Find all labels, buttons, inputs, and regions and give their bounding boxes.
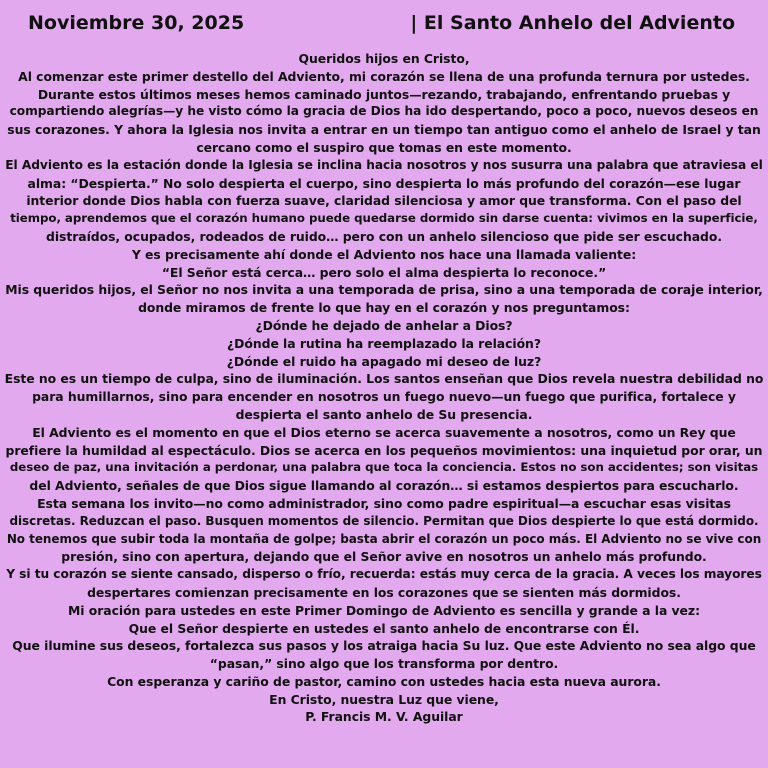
letter-line: cercano como el suspiro que tomas en este momento. xyxy=(196,139,572,155)
letter-line: despertares comienzan precisamente en los corazones que se sienten más dormidos. xyxy=(87,584,681,600)
letter-body xyxy=(4,50,764,726)
letter-line: No tenemos que subir toda la montaña de golpe; basta abrir el corazón un poco más. El Adviento no se vive con xyxy=(6,531,762,546)
letter-line: El Adviento es la estación donde la Iglesia se inclina hacia nosotros y nos susurra una palabra que atraviesa el xyxy=(5,157,763,172)
letter-line: compartiendo alegrías—y he visto cómo la gracia de Dios ha ido despertando, poco a poco, nuevos deseos en xyxy=(9,104,759,119)
letter-line: Durante estos últimos meses hemos caminado juntos—rezando, trabajando, enfrentando pruebas y xyxy=(37,86,731,102)
letter-line: Y es precisamente ahí donde el Adviento nos hace una llamada valiente: xyxy=(131,246,637,262)
letter-line: deseo de paz, una invitación a perdonar, una palabra que toca la conciencia. Estos no son accidentes; son visitas xyxy=(9,460,759,475)
letter-line: ¿Dónde el ruido ha apagado mi deseo de luz? xyxy=(226,353,542,369)
letter-line: prefiere la humildad al espectáculo. Dios se acerca en los pequeños movimientos: una inquietud por orar, un xyxy=(5,442,763,458)
letter-line: discretas. Reduzcan el paso. Busquen momentos de silencio. Permitan que Dios despierte lo que está dormido. xyxy=(9,513,759,528)
letter-line: distraídos, ocupados, rodeados de ruido… pero con un anhelo silencioso que pide ser escuchado. xyxy=(46,228,722,244)
letter-line: Este no es un tiempo de culpa, sino de iluminación. Los santos enseñan que Dios revela nuestra debilidad no xyxy=(4,371,764,387)
letter-line: presión, sino con apertura, dejando que el Señor avive en nosotros un anhelo más profundo. xyxy=(61,549,707,565)
letter-line: del Adviento, señales de que Dios sigue llamando al corazón… si estamos despiertos para escucharlo. xyxy=(29,478,739,494)
letter-line: Que el Señor despierte en ustedes el santo anhelo de encontrarse con Él. xyxy=(128,620,640,636)
letter-line: Al comenzar este primer destello del Adviento, mi corazón se llena de una profunda ternura por ustedes. xyxy=(18,68,750,84)
letter-line: ¿Dónde la rutina ha reemplazado la relación? xyxy=(227,335,541,351)
letter-line: Que ilumine sus deseos, fortalezca sus pasos y los atraiga hacia Su luz. Que este Adviento no sea algo que xyxy=(12,638,756,654)
header xyxy=(0,12,768,40)
letter-line: El Adviento es el momento en que el Dios eterno se acerca suavemente a nosotros, como un Rey que xyxy=(32,424,736,440)
letter-line: Esta semana los invito—no como administrador, sino como padre espiritual—a escuchar esas visitas xyxy=(37,495,731,511)
letter-line: Con esperanza y cariño de pastor, camino con ustedes hacia esta nueva aurora. xyxy=(107,673,661,689)
letter-line: “pasan,” sino algo que los transforma por dentro. xyxy=(209,656,559,672)
letter-line: tiempo, aprendemos que el corazón humano puede quedarse dormido sin darse cuenta: vivimos en la superficie, xyxy=(10,211,758,226)
letter-line: En Cristo, nuestra Luz que viene, xyxy=(269,691,499,707)
letter-line: ¿Dónde he dejado de anhelar a Dios? xyxy=(255,317,513,333)
letter-line: donde miramos de frente lo que hay en el corazón y nos preguntamos: xyxy=(138,300,630,316)
letter-line: despierta el santo anhelo de Su presencia. xyxy=(235,406,533,422)
signature: P. Francis M. V. Aguilar xyxy=(305,709,463,725)
letter-line: Mis queridos hijos, el Señor no nos invita a una temporada de prisa, sino a una temporada de coraje interior, xyxy=(5,282,763,298)
date: Noviembre 30, 2025 xyxy=(28,12,245,34)
letter-line: sus corazones. Y ahora la Iglesia nos invita a entrar en un tiempo tan antiguo como el anhelo de Israel y tan xyxy=(7,122,761,138)
page-title: | El Santo Anhelo del Adviento xyxy=(410,12,735,34)
letter-line: “El Señor está cerca… pero solo el alma despierta lo reconoce.” xyxy=(161,264,607,280)
letter-line: alma: “Despierta.” No solo despierta el cuerpo, sino despierta lo más profundo del corazón—ese lugar xyxy=(27,175,741,191)
letter-line: interior donde Dios habla con fuerza suave, claridad silenciosa y amor que transforma. Con el paso del xyxy=(26,193,742,209)
letter-line: Queridos hijos en Cristo, xyxy=(298,51,470,66)
letter-line: Y si tu corazón se siente cansado, disperso o frío, recuerda: estás muy cerca de la gracia. A veces los mayores xyxy=(6,567,762,582)
letter-line: para humillarnos, sino para encender en nosotros un fuego nuevo—un fuego que purifica, fortalece y xyxy=(32,389,736,405)
letter-line: Mi oración para ustedes en este Primer Domingo de Adviento es sencilla y grande a la vez: xyxy=(68,602,700,618)
